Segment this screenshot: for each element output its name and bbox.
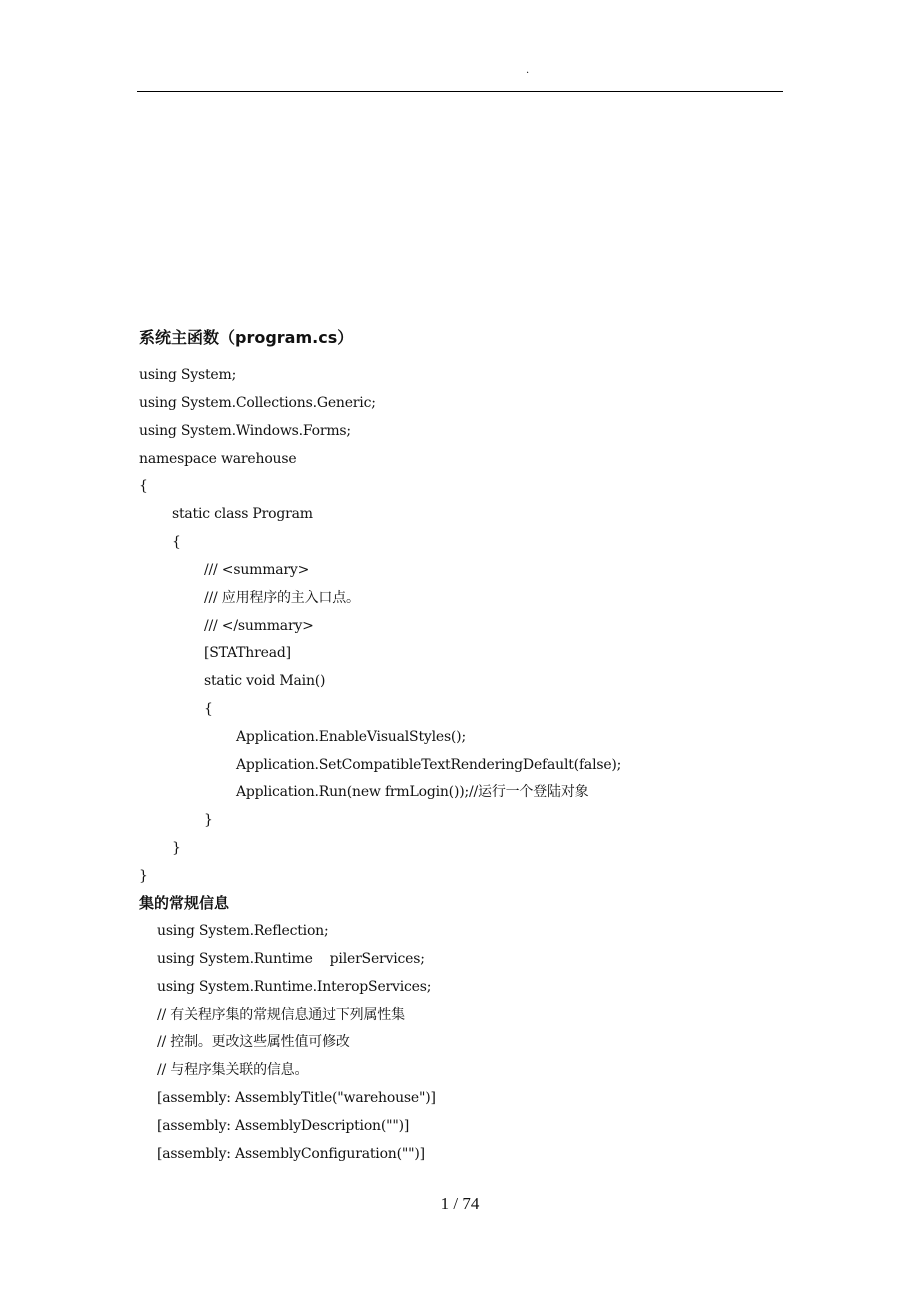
section-title-assembly: 集的常规信息 xyxy=(139,894,230,912)
section-title-program: 系统主函数（program.cs） xyxy=(139,328,354,347)
code-line: Application.EnableVisualStyles(); xyxy=(236,729,466,745)
code-line: [STAThread] xyxy=(204,645,291,661)
code-line: using System.Windows.Forms; xyxy=(139,423,351,439)
code-line: using System.Reflection; xyxy=(157,923,329,939)
code-line: static class Program xyxy=(172,506,313,522)
header-mark: . xyxy=(526,65,530,76)
code-line: using System.Collections.Generic; xyxy=(139,395,376,411)
code-comment: /// 应用程序的主入口点。 xyxy=(204,590,360,606)
code-line: { xyxy=(172,534,181,550)
code-line: } xyxy=(139,868,148,884)
code-line: static void Main() xyxy=(204,673,326,689)
code-line: [assembly: AssemblyTitle("warehouse")] xyxy=(157,1090,436,1106)
code-comment: // 有关程序集的常规信息通过下列属性集 xyxy=(157,1007,405,1023)
code-comment: /// </summary> xyxy=(204,618,314,634)
code-line: { xyxy=(204,701,213,717)
code-line: Application.Run(new frmLogin());//运行一个登陆对象 xyxy=(236,784,589,800)
code-comment: /// <summary> xyxy=(204,562,310,578)
code-line: using System.Runtime.InteropServices; xyxy=(157,979,432,995)
code-comment: // 与程序集关联的信息。 xyxy=(157,1062,309,1078)
code-comment: // 控制。更改这些属性值可修改 xyxy=(157,1034,350,1050)
page-number: 1 / 74 xyxy=(440,1194,480,1213)
code-line: } xyxy=(172,840,181,856)
code-line: Application.SetCompatibleTextRenderingDefault(false); xyxy=(236,757,622,773)
code-line: [assembly: AssemblyConfiguration("")] xyxy=(157,1146,425,1162)
code-line: { xyxy=(139,478,148,494)
code-line: [assembly: AssemblyDescription("")] xyxy=(157,1118,410,1134)
code-line: namespace warehouse xyxy=(139,451,297,467)
code-line: using System.Runtime pilerServices; xyxy=(157,951,425,967)
code-line: } xyxy=(204,812,213,828)
header-rule xyxy=(137,91,783,92)
code-line: using System; xyxy=(139,367,237,383)
